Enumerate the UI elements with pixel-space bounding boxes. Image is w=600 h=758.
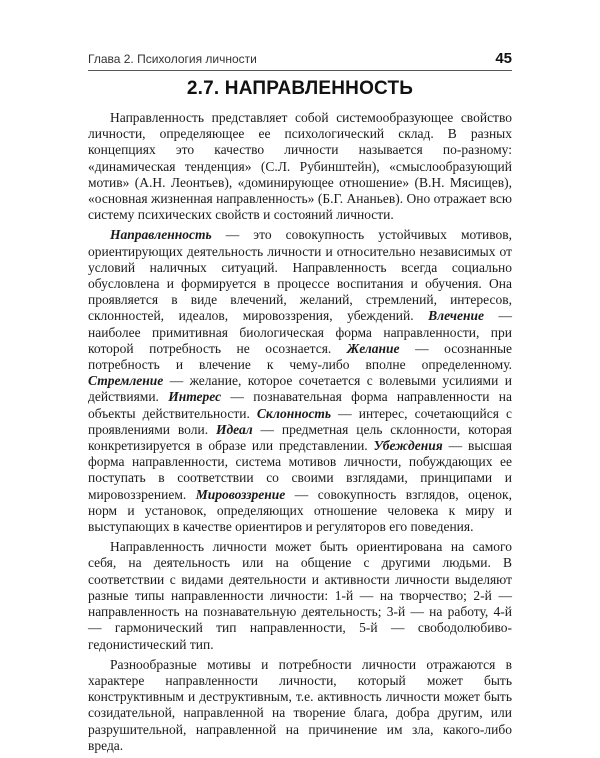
page-number: 45 bbox=[495, 50, 512, 67]
section-title: 2.7. НАПРАВЛЕННОСТЬ bbox=[186, 78, 414, 99]
definition-text: — желание, которое сочетается с волевыми усилиями и действиями. bbox=[88, 373, 512, 405]
definition-text: — осознанные потребность и влечение к чему-либо вполне определенному. bbox=[88, 340, 513, 373]
paragraph-intro: Направленность представляет собой системообразующее свойство личности, определяющее ее психологический склад. В разных концепциях это качество личности называется по-разному: «динамическая тенденция» (С.Л. Рубинштейн), «смыслообразующий мотив» (А.Н. Леонтьев), «доминирующее отношение» (В.Н. Мясищев), «основная жизненная направленность» (Б.Г. Ананьев). Оно отражает всю систему психических свойств и состояний личности. bbox=[88, 110, 512, 223]
paragraph-types: Направленность личности может быть ориентирована на самого себя, на деятельность или на общение с другими людьми. В соответствии с видами деятельности и активности личности выделяют разные типы направленности личности: 1-й — на творчество; 2-й — направленность на познавательную деятельность; 3-й — на работу, 4-й — гармонический тип направленности, 5-й — свободолюбиво-гедонистический тип. bbox=[88, 539, 512, 652]
page-header bbox=[88, 44, 512, 71]
definition-text: — познавательная форма направленности на объекты действительности. bbox=[88, 389, 512, 421]
term-zhelanie: Желание bbox=[346, 340, 400, 356]
running-head: Глава 2. Психология личности bbox=[88, 52, 257, 66]
term-mirovozzrenie: Мировоззрение bbox=[195, 486, 286, 502]
term-interes: Интерес bbox=[168, 389, 222, 405]
term-sklonnost: Склонность bbox=[256, 405, 332, 421]
paragraph-definitions bbox=[88, 227, 512, 535]
term-ideal: Идеал bbox=[215, 421, 253, 437]
term-ubezhdeniya: Убеждения bbox=[373, 438, 443, 454]
paragraph-motives: Разнообразные мотивы и потребности личности отражаются в характере направленности личности, который может быть конструктивным и деструктивным, т.е. активность личности может быть созидательной, направленной на творение блага, добра другим, или разрушительной, направленной на причинение им зла, какого-либо вреда. bbox=[88, 656, 512, 753]
definition-text: — совокупность взглядов, оценок, норм и установок, определяющих отношение человека к миру и выступающих в качестве ориентиров и регуляторов его поведения. bbox=[88, 486, 512, 535]
definition-text: — это совокупность устойчивых мотивов, ориентирующих деятельность личности и относительно независимых от условий наличных ситуаций. Направленность всегда социально обусловлена и формируется в процессе воспитания и обучения. Она проявляется в виде влечений, желаний, стремлений, интересов, склонностей, идеалов, мировоззрения, убеждений. bbox=[88, 227, 512, 324]
term-stremlenie: Стремление bbox=[88, 373, 164, 389]
definition-text: — интерес, сочетающийся с проявлениями воли. bbox=[88, 405, 512, 437]
body-text bbox=[88, 110, 512, 758]
definition-text: — предметная цель склонности, которая конкретизируется в образе или представлении. bbox=[88, 421, 512, 454]
term-napravlennost: Направленность bbox=[110, 227, 212, 243]
definition-text: — наиболее примитивная биологическая форма направленности, при которой потребность не осознается. bbox=[88, 308, 512, 356]
term-vlechenie: Влечение bbox=[428, 308, 484, 324]
definition-text: — высшая форма направленности, система мотивов личности, побуждающих ее поступать в соответствии со своими взглядами, принципами и мировоззрением. bbox=[88, 438, 512, 502]
